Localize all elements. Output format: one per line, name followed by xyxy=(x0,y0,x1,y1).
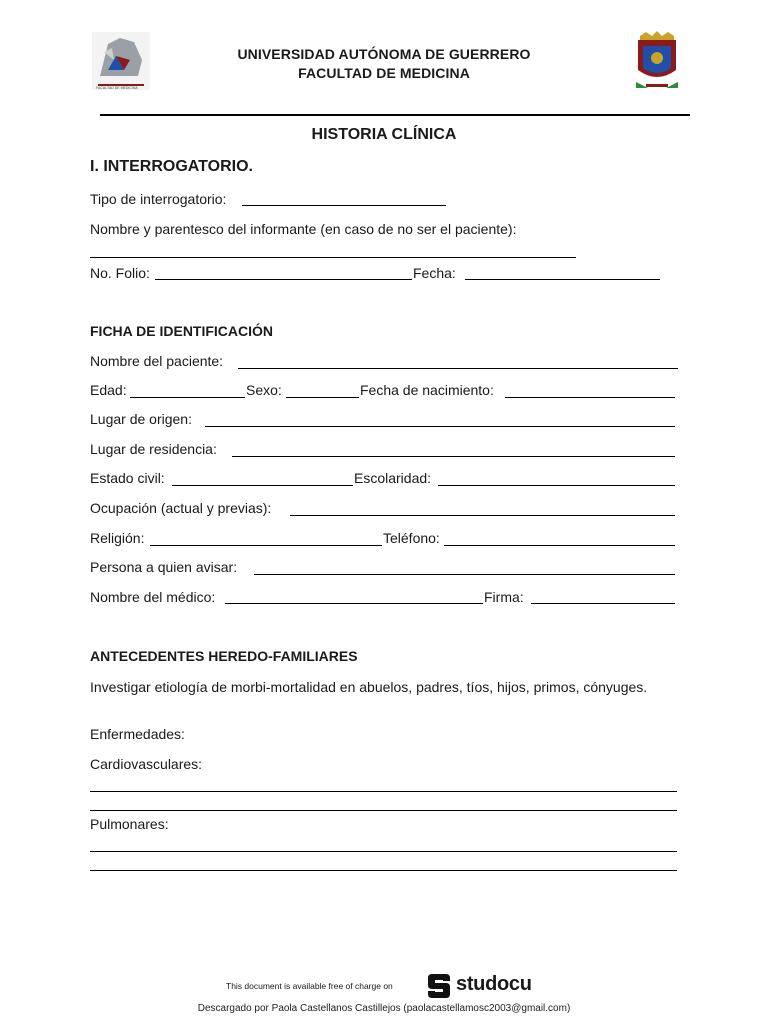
faculty-logo-caption: FACULTAD DE MEDICINA xyxy=(96,86,138,90)
fecha-label: Fecha: xyxy=(413,265,456,281)
section-heading-ficha: FICHA DE IDENTIFICACIÓN xyxy=(90,323,274,339)
ocupacion-label: Ocupación (actual y previas): xyxy=(90,500,272,516)
nombre-informante-field[interactable] xyxy=(90,257,576,258)
telefono-label: Teléfono: xyxy=(383,530,440,546)
ocupacion-field[interactable] xyxy=(290,515,675,516)
persona-avisar-field[interactable] xyxy=(254,574,675,575)
lugar-origen-field[interactable] xyxy=(205,426,675,427)
firma-label: Firma: xyxy=(484,589,524,605)
religion-label: Religión: xyxy=(90,530,145,546)
tipo-interrogatorio-field[interactable] xyxy=(242,205,446,206)
firma-field[interactable] xyxy=(531,603,675,604)
escolaridad-label: Escolaridad: xyxy=(354,470,432,486)
lugar-residencia-field[interactable] xyxy=(232,456,675,457)
lugar-residencia-label: Lugar de residencia: xyxy=(90,441,217,457)
enfermedades-label: Enfermedades: xyxy=(90,726,185,742)
header-divider xyxy=(100,114,690,116)
availability-notice: This document is available free of charge on xyxy=(226,981,393,991)
download-notice: Descargado por Paola Castellanos Castillejos (paolacastellamosc2003@gmail.com) xyxy=(197,1003,571,1014)
cardiovasculares-label: Cardiovasculares: xyxy=(90,756,203,772)
page-title: HISTORIA CLÍNICA xyxy=(311,126,457,143)
faculty-name: FACULTAD DE MEDICINA xyxy=(298,65,470,81)
telefono-field[interactable] xyxy=(444,545,675,546)
university-name: UNIVERSIDAD AUTÓNOMA DE GUERRERO xyxy=(237,46,531,62)
religion-field[interactable] xyxy=(150,545,382,546)
folio-field[interactable] xyxy=(155,279,412,280)
nombre-paciente-label: Nombre del paciente: xyxy=(90,353,224,369)
lugar-origen-label: Lugar de origen: xyxy=(90,411,192,427)
cardiovasculares-field-1[interactable] xyxy=(90,791,677,792)
persona-avisar-label: Persona a quien avisar: xyxy=(90,559,238,575)
fecha-nacimiento-label: Fecha de nacimiento: xyxy=(360,382,494,398)
nombre-medico-field[interactable] xyxy=(225,603,483,604)
fecha-field[interactable] xyxy=(465,279,660,280)
fecha-nacimiento-field[interactable] xyxy=(505,397,675,398)
studocu-logo-icon[interactable] xyxy=(424,970,454,1005)
tipo-interrogatorio-label: Tipo de interrogatorio: xyxy=(90,191,227,207)
nombre-paciente-field[interactable] xyxy=(238,368,678,369)
studocu-brand[interactable]: studocu xyxy=(456,973,532,995)
pulmonares-field-1[interactable] xyxy=(90,851,677,852)
edad-field[interactable] xyxy=(130,397,245,398)
pulmonares-field-2[interactable] xyxy=(90,870,677,871)
section-heading-interrogatorio: I. INTERROGATORIO. xyxy=(90,158,253,175)
sexo-label: Sexo: xyxy=(246,382,282,398)
edad-label: Edad: xyxy=(90,382,127,398)
section-heading-antecedentes: ANTECEDENTES HEREDO-FAMILIARES xyxy=(90,648,358,664)
nombre-informante-label: Nombre y parentesco del informante (en caso de no ser el paciente): xyxy=(90,221,517,237)
nombre-medico-label: Nombre del médico: xyxy=(90,589,216,605)
antecedentes-instruction: Investigar etiología de morbi-mortalidad en abuelos, padres, tíos, hijos, primos, cónyuges. xyxy=(90,679,648,695)
estado-civil-label: Estado civil: xyxy=(90,470,165,486)
folio-label: No. Folio: xyxy=(90,265,150,281)
cardiovasculares-field-2[interactable] xyxy=(90,810,677,811)
pulmonares-label: Pulmonares: xyxy=(90,816,169,832)
sexo-field[interactable] xyxy=(286,397,359,398)
escolaridad-field[interactable] xyxy=(438,485,675,486)
estado-civil-field[interactable] xyxy=(172,485,353,486)
